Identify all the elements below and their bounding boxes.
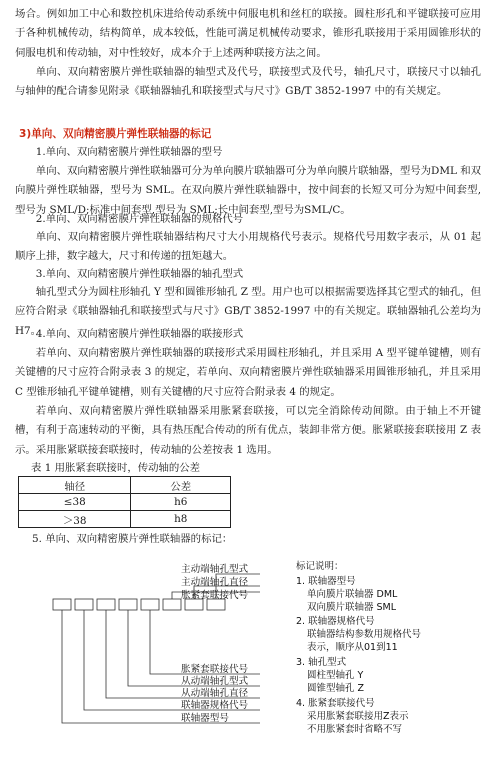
item-3-title: 3.单向、双向精密膜片弹性联轴器的轴孔型式 — [35, 268, 244, 280]
note-line: 2. 联轴器规格代号 — [296, 616, 375, 627]
code-box — [75, 599, 93, 610]
table-cell: ＞38 — [19, 511, 131, 528]
code-box — [141, 599, 159, 610]
table-row — [19, 511, 231, 528]
diagram-labels — [181, 563, 249, 724]
diagram-label: 联轴器规格代号 — [181, 700, 249, 711]
paragraph-intro: 场合。例如加工中心和数控机床进给传动系统中伺服电机和丝杠的联接。圆柱形孔和平键联接可应用于各种机械传动，结构简单，成本较低，性能可满足机械传动要求，锥形孔联接用于采用圆锥形状的伺服电机和传动轴，对中性较好，成本介于上述两种联接方法之间。 — [15, 8, 481, 59]
paragraph-shaft-types: 单向、双向精密膜片弹性联轴器的轴型式及代号，联接型式及代号，轴孔尺寸，联接尺寸以轴孔与轴伸的配合请参见附录《联轴器轴孔和联接型式与尺寸》GB/T 3852-1997 中的有关规定。 — [15, 66, 481, 98]
code-box — [163, 599, 181, 610]
item-1-body: 单向、双向精密膜片弹性联轴器可分为单向膜片联轴器可分为单向膜片联轴器，型号为DML 和双向膜片弹性联轴器，型号为 SML。在双向膜片弹性联轴器中，按中间套的长短又可分为短中间套型,型号为 SML/D;标准中间套型,型号为 SML;长中间套型,型号为SML/C。 — [15, 165, 481, 216]
note-line: 双向膜片联轴器 SML — [307, 602, 397, 613]
table-cell: ≤38 — [19, 494, 131, 511]
diagram-label: 胀紧套联接代号 — [181, 590, 249, 601]
note-line: 表示，顺序从01到11 — [307, 642, 398, 653]
item-4-body-1: 若单向、双向精密膜片弹性联轴器的联接形式采用圆柱形轴孔，并且采用 A 型平键单键槽，则有关键槽的尺寸应符合附录表 3 的规定，若单向、双向精密膜片弹性联轴器采用圆锥形轴孔，并且采用 C 型锥形轴孔平键单键槽，则有关键槽的尺寸应符合附录表 4 的规定。 — [15, 347, 481, 398]
note-line: 圆锥型轴孔 Z — [307, 683, 365, 694]
item-4-body-2: 若单向、双向精密膜片弹性联轴器采用胀紧套联接，可以完全消除传动间隙。由于轴上不开键槽，有利于高速转动的平衡，具有热压配合传动的所有优点，装卸非常方便。胀紧联接套联接用 Z 表示。采用胀紧联接套联接时，传动轴的公差按表 1 选用。 — [15, 405, 481, 456]
note-line: 不用胀紧套时省略不写 — [307, 724, 403, 735]
item-4-title: 4.单向、双向精密膜片弹性联轴器的联接形式 — [35, 328, 244, 340]
marking-diagram — [45, 556, 485, 756]
diagram-label: 胀紧套联接代号 — [181, 664, 249, 675]
item-2-title: 2.单向、双向精密膜片弹性联轴器的规格代号 — [35, 213, 244, 225]
marking-notes — [296, 560, 422, 735]
code-box — [53, 599, 71, 610]
note-line: 圆柱型轴孔 Y — [307, 670, 364, 681]
table-header-cell: 公差 — [131, 477, 231, 494]
table-cell: h8 — [131, 511, 231, 528]
item-5-title: 5. 单向、双向精密膜片弹性联轴器的标记： — [32, 533, 233, 545]
notes-title: 标记说明： — [296, 561, 344, 572]
note-line: 4. 胀紧套联接代号 — [296, 698, 375, 709]
item-2-body: 单向、双向精密膜片弹性联轴器结构尺寸大小用规格代号表示。规格代号用数字表示，从 01 起顺序上排，数字越大，尺寸和传递的扭矩越大。 — [15, 231, 481, 263]
shaft-tolerance-table — [18, 476, 231, 528]
code-box — [97, 599, 115, 610]
item-1-title: 1.单向、双向精密膜片弹性联轴器的型号 — [35, 146, 223, 158]
note-line: 1. 联轴器型号 — [296, 576, 356, 587]
diagram-label: 从动端轴孔直径 — [181, 688, 249, 699]
note-line: 采用胀紧套联接用Z表示 — [307, 711, 409, 722]
code-box — [119, 599, 137, 610]
diagram-label: 主动端轴孔型式 — [181, 564, 249, 575]
diagram-label: 联轴器型号 — [181, 713, 229, 724]
section-heading: 3)单向、双向精密膜片弹性联轴器的标记 — [19, 128, 212, 140]
table-cell: h6 — [131, 494, 231, 511]
table-caption: 表 1 用胀紧套联接时，传动轴的公差 — [31, 462, 201, 474]
note-line: 3. 轴孔型式 — [296, 657, 347, 668]
table-header-row — [19, 477, 231, 494]
diagram-label: 主动端轴孔直径 — [181, 577, 249, 588]
note-line: 联轴器结构参数用规格代号 — [307, 629, 422, 640]
diagram-label: 从动端轴孔型式 — [181, 676, 249, 687]
table-row — [19, 494, 231, 511]
note-line: 单向膜片联轴器 DML — [307, 589, 398, 600]
table-header-cell: 轴径 — [19, 477, 131, 494]
item-3-body: 轴孔型式分为圆柱形轴孔 Y 型和圆锥形轴孔 Z 型。用户也可以根据需要选择其它型式的轴孔，但应符合附录《联轴器轴孔和联接型式与尺寸》GB/T 3852-1997 中的有关规定。联轴器轴孔公差均为 H7。 — [15, 286, 481, 337]
